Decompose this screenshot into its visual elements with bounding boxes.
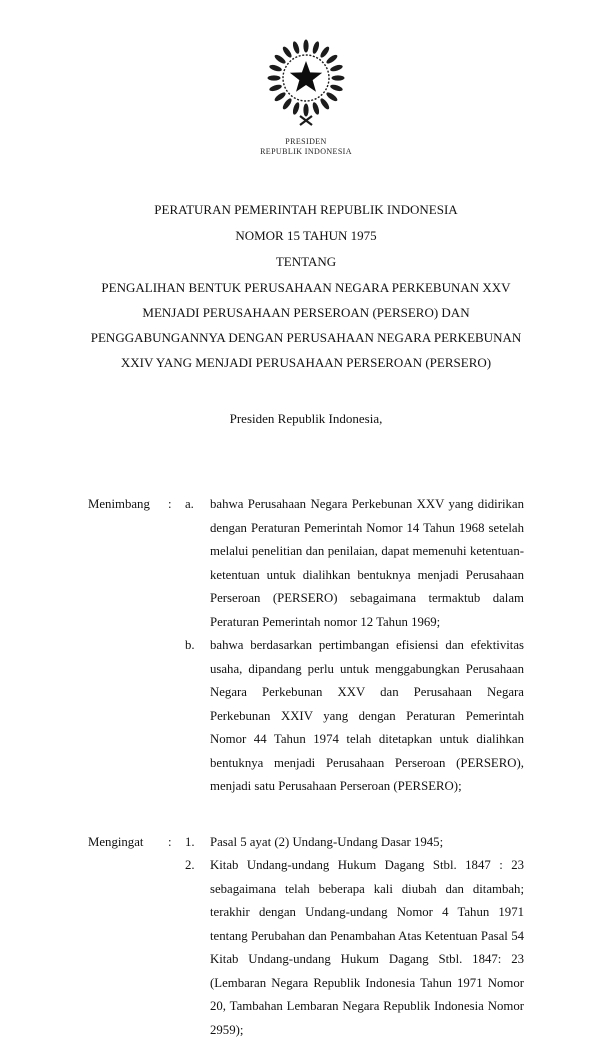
salutation: Presiden Republik Indonesia, bbox=[88, 407, 524, 431]
national-emblem-icon bbox=[262, 36, 350, 132]
menimbang-items bbox=[185, 493, 524, 799]
menimbang-section bbox=[88, 493, 524, 799]
item-text: Pasal 5 ayat (2) Undang-Undang Dasar 1945; bbox=[210, 831, 524, 855]
mengingat-item-1 bbox=[185, 831, 524, 855]
regulation-title: PERATURAN PEMERINTAH REPUBLIK INDONESIA bbox=[88, 197, 524, 223]
letterhead-republik: REPUBLIK INDONESIA bbox=[0, 147, 612, 157]
mengingat-item-2 bbox=[185, 854, 524, 1042]
menimbang-item-b bbox=[185, 634, 524, 799]
menimbang-label: Menimbang bbox=[88, 493, 168, 517]
item-marker: 1. bbox=[185, 831, 210, 855]
document-body bbox=[88, 197, 524, 1042]
letterhead-presiden: PRESIDEN bbox=[0, 137, 612, 147]
item-text: bahwa berdasarkan pertimbangan efisiensi dan efektivitas usaha, dipandang perlu untuk menggabungkan Perusahaan Negara Perkebunan XXV dan Perusahaan Negara Perkebunan XXIV yang dengan Peraturan Pemerintah Nomor 44 Tahun 1974 telah ditetapkan untuk dialihkan bentuknya menjadi Perusahaan Perseroan (PERSERO), menjadi satu Perusahaan Perseroan (PERSERO); bbox=[210, 634, 524, 799]
mengingat-colon: : bbox=[168, 831, 185, 855]
item-marker: b. bbox=[185, 634, 210, 658]
menimbang-item-a bbox=[185, 493, 524, 634]
item-marker: a. bbox=[185, 493, 210, 517]
letterhead bbox=[0, 36, 612, 157]
mengingat-section bbox=[88, 831, 524, 1042]
regulation-subject: PENGALIHAN BENTUK PERUSAHAAN NEGARA PERKEBUNAN XXV MENJADI PERUSAHAAN PERSEROAN (PERSERO) DAN PENGGABUNGANNYA DENGAN PERUSAHAAN NEGARA PERKEBUNAN XXIV YANG MENJADI PERUSAHAAN PERSEROAN (PERSERO) bbox=[88, 275, 524, 375]
mengingat-items bbox=[185, 831, 524, 1042]
menimbang-colon: : bbox=[168, 493, 185, 517]
mengingat-label: Mengingat bbox=[88, 831, 168, 855]
item-marker: 2. bbox=[185, 854, 210, 878]
regulation-number: NOMOR 15 TAHUN 1975 bbox=[88, 223, 524, 249]
regulation-tentang: TENTANG bbox=[88, 249, 524, 275]
item-text: Kitab Undang-undang Hukum Dagang Stbl. 1847 : 23 sebagaimana telah beberapa kali diubah dan ditambah; terakhir dengan Undang-undang Nomor 4 Tahun 1971 tentang Perubahan dan Penambahan Atas Ketentuan Pasal 54 Kitab Undang-undang Hukum Dagang Stbl. 1847: 23 (Lembaran Negara Republik Indonesia Tahun 1971 Nomor 20, Tambahan Lembaran Negara Republik Indonesia Nomor 2959); bbox=[210, 854, 524, 1042]
item-text: bahwa Perusahaan Negara Perkebunan XXV yang didirikan dengan Peraturan Pemerintah Nomor 14 Tahun 1968 setelah melalui penelitian dan penilaian, dapat memenuhi ketentuan-ketentuan untuk dialihkan bentuknya menjadi Perusahaan Perseroan (PERSERO) sebagaimana termaktub dalam Peraturan Pemerintah nomor 12 Tahun 1969; bbox=[210, 493, 524, 634]
title-block bbox=[88, 197, 524, 375]
